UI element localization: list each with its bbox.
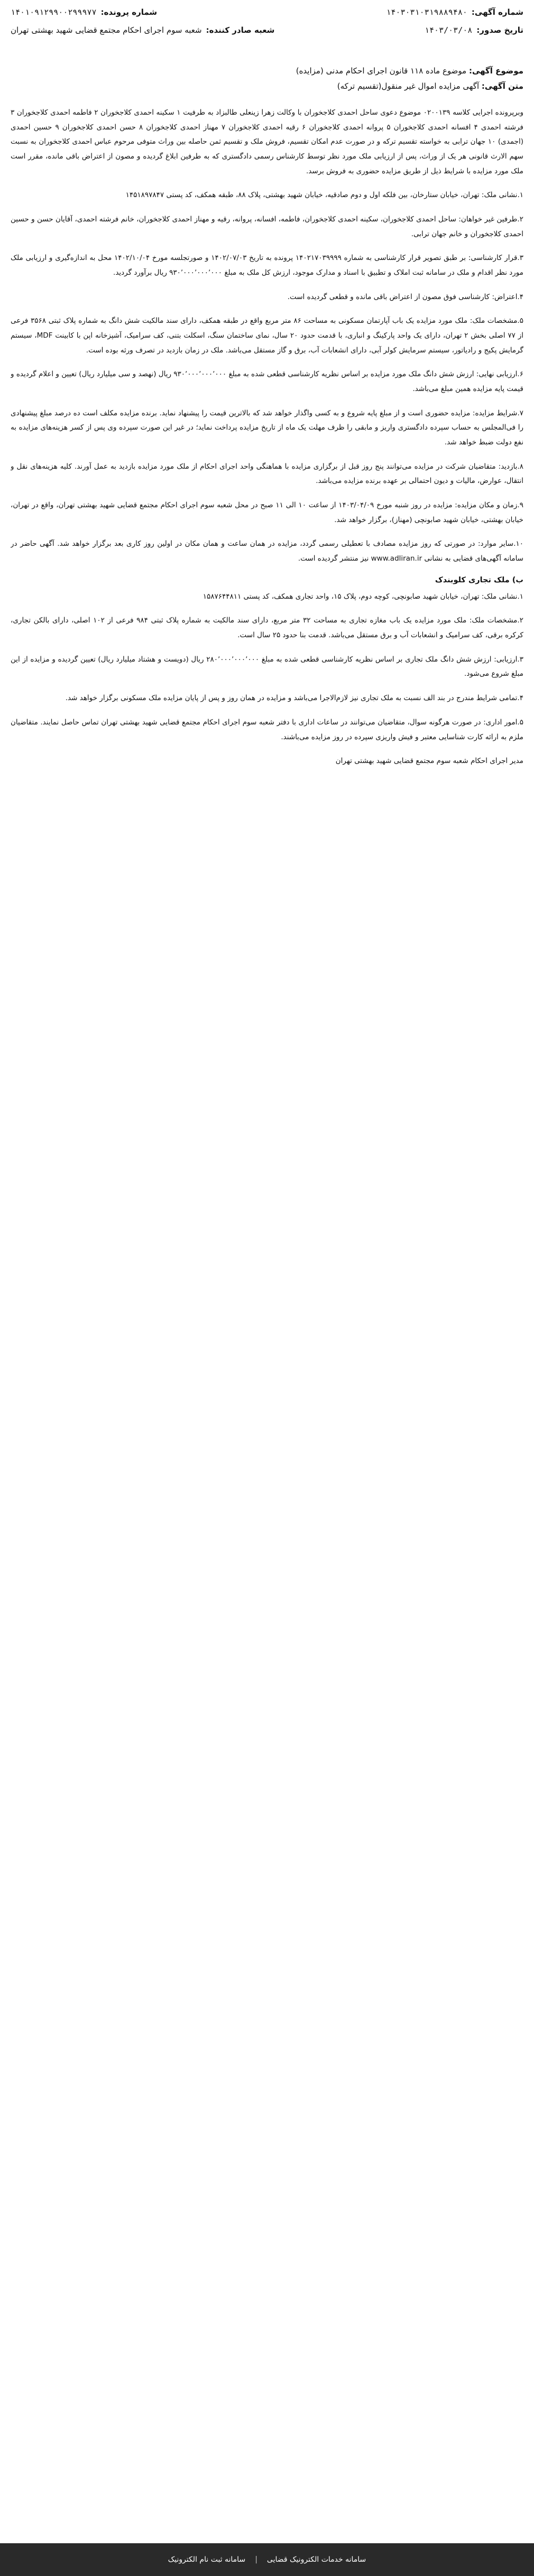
issuer-value: شعبه سوم اجرای احکام مجتمع قضایی شهید بهشتی تهران [11, 25, 202, 35]
issuer [11, 25, 274, 35]
subject-topic-value: موضوع ماده ۱۱۸ قانون اجرای احکام مدنی (مزایده) [296, 66, 467, 76]
notice-number [386, 7, 523, 17]
subject-title-value: آگهی مزایده اموال غیر منقول(تقسیم ترکه) [337, 81, 480, 91]
case-number [11, 7, 157, 17]
header [0, 4, 534, 45]
subject-title [11, 79, 523, 94]
issue-date-value: ۱۴۰۳/۰۳/۰۸ [425, 25, 473, 35]
issue-date [425, 25, 523, 35]
closing-paragraph: ۵.امور اداری: در صورت هرگونه سوال، متقاضیان می‌توانند در ساعات اداری با دفتر شعبه سوم اجرای احکام مجتمع قضایی شهید بهشتی تهران تماس حاصل نمایند. متقاضیان ملزم به ارائه کارت شناسایی معتبر و فیش واریزی سپرده در روز مزایده می‌باشند. [11, 718, 523, 741]
footer-bar [0, 2543, 534, 2576]
paragraph: ۴.اعتراض: کارشناسی فوق مصون از اعتراض باقی مانده و قطعی گردیده است. [287, 292, 523, 301]
subject-title-label: متن آگهی: [481, 81, 523, 91]
case-number-value: ۱۴۰۱۰۹۱۲۹۹۰۰۲۹۹۹۷۷ [11, 7, 97, 17]
paragraph: ۶.ارزیابی نهایی: ارزش شش دانگ ملک مورد مزایده بر اساس نظریه کارشناسی قطعی شده به مبلغ ۹۳۰٬۰۰۰٬۰۰۰٬۰۰۰ ریال (نهصد و سی میلیارد ریال) تعیین و اعلام گردیده و قیمت پایه مزایده همین مبلغ می‌باشد. [11, 370, 523, 394]
paragraph: ۵.مشخصات ملک: ملک مورد مزایده یک باب آپارتمان مسکونی به مساحت ۸۶ متر مربع واقع در طبقه همکف، دارای سند مالکیت شش دانگ به شماره پلاک ثبتی ۳۵۶۸ فرعی از ۷۷ اصلی بخش ۲ تهران، دارای یک واحد پارکینگ و انباری، با قدمت حدود ۲۰ سال، نمای ساختمان سنگ، اسکلت بتنی، کف سرامیک، آشپزخانه اپن با کابینت MDF، سیستم گرمایش پکیج و رادیاتور، سیستم سرمایش کولر آبی، دارای انشعابات آب، برق و گاز مستقل می‌باشد. ملک در زمان بازدید در تصرف ورثه بوده است. [11, 317, 523, 355]
issue-date-label: تاریخ صدور: [476, 25, 523, 35]
subject-topic-label: موضوع آگهی: [468, 66, 523, 76]
paragraph: وبرپرونده اجرایی کلاسه ۰۲۰۰۱۳۹ موضوع دعوی ساحل احمدی کلاجخوران با وکالت زهرا زینعلی طالبزاد به طرفیت ۱ سکینه احمدی کلاجخوران ۲ فاطمه احمدی کلاجخوران ۳ فرشته احمدی ۴ افسانه احمدی کلاجخوران ۵ پروانه احمدی کلاجخوران ۶ رقیه احمدی کلاجخوران ۷ مهناز احمدی کلاجخوران ۸ حسن احمدی کلاجخوران ۹ حسین احمدی (اجمدی) ۱۰ جهان ترابی به خواسته تقسیم ترکه و در صورت عدم امکان تقسیم، فروش ملک و تقسیم ثمن حاصله بین وراث متوفی مرحوم عباس احمدی کلاجخوران به نسبت سهم الارث قانونی هر یک از وراث، پس از ارزیابی ملک مورد نظر توسط کارشناس رسمی دادگستری که به طرفین ابلاغ گردیده و مصون از اعتراض باقی مانده، مقرر است ملک مورد مزایده با شرایط ذیل از طریق مزایده حضوری به فروش برسد. [11, 108, 523, 175]
section-b-paragraph: ۳.ارزیابی: ارزش شش دانگ ملک تجاری بر اساس نظریه کارشناسی قطعی شده به مبلغ ۲۸۰٬۰۰۰٬۰۰۰٬۰۰۰ ریال (دویست و هشتاد میلیارد ریال) تعیین گردیده و مزایده از این مبلغ شروع می‌شود. [11, 655, 523, 678]
signature: مدیر اجرای احکام شعبه سوم مجتمع قضایی شهید بهشتی تهران [335, 757, 523, 766]
paragraph: ۳.قرار کارشناسی: بر طبق تصویر قرار کارشناسی به شماره ۱۴۰۲۱۷۰۳۹۹۹۹ پرونده به تاریخ ۱۴۰۲/۰۷/۰۳ و صورتجلسه مورخ ۱۴۰۲/۱۰/۰۴ محل به اندازه‌گیری و ارزیابی ملک مورد نظر اقدام و ملک در سامانه ثبت املاک و تطبیق با اسناد و مدارک موجود، ارزش کل ملک به مبلغ ۹۳۰٬۰۰۰٬۰۰۰٬۰۰۰ ریال برآورد گردید. [11, 254, 523, 277]
section-b-paragraph: ۴.تمامی شرایط مندرج در بند الف نسبت به ملک تجاری نیز لازم‌الاجرا می‌باشد و مزایده در همان روز و پس از پایان مزایده ملک مسکونی برگزار خواهد شد. [65, 694, 523, 703]
footer-right-link[interactable]: سامانه ثبت نام الکترونیک [168, 2555, 246, 2564]
notice-body [11, 106, 523, 2513]
subject-topic [11, 63, 523, 79]
section-b-heading: ب) ملک تجاری کلوبندک [435, 575, 523, 584]
subject-block [11, 63, 523, 94]
paragraph: ۹.زمان و مکان مزایده: مزایده در روز شنبه مورخ ۱۴۰۳/۰۴/۰۹ از ساعت ۱۰ الی ۱۱ صبح در محل شعبه سوم اجرای احکام مجتمع قضایی شهید بهشتی تهران، واقع در تهران، خیابان بهشتی، خیابان شهید صابونچی (مهناز)، برگزار خواهد شد. [11, 501, 523, 524]
case-number-label: شماره پرونده: [100, 7, 158, 17]
header-row-2 [11, 25, 523, 35]
paragraph: ۷.شرایط مزایده: مزایده حضوری است و از مبلغ پایه شروع و به کسی واگذار خواهد شد که بالاترین قیمت را پیشنهاد نماید. برنده مزایده مکلف است ده درصد مبلغ پیشنهادی را فی‌المجلس به حساب سپرده دادگستری واریز و مابقی را ظرف مهلت یک ماه از تاریخ مزایده پرداخت نماید؛ در غیر این صورت سپرده وی پس از کسر هزینه‌های مزایده به نفع دولت ضبط خواهد شد. [11, 408, 523, 447]
paragraph: ۲.طرفین غیر خواهان: ساحل احمدی کلاجخوران، سکینه احمدی کلاجخوران، فاطمه، افسانه، پروانه، رقیه و مهناز احمدی کلاجخوران، خانم فرشته احمدی، آقایان حسن و حسین احمدی کلاجخوران و خانم جهان ترابی. [11, 215, 523, 238]
section-b-paragraph: ۱.نشانی ملک: تهران، خیابان شهید صابونچی، کوچه دوم، پلاک ۱۵، واحد تجاری همکف، کد پستی ۱۵۸۷۶۴۴۸۱۱ [202, 592, 523, 601]
paragraph: ۱.نشانی ملک: تهران، خیابان ستارخان، بین فلکه اول و دوم صادقیه، خیابان شهید بهشتی، پلاک ۸۸، طبقه همکف، کد پستی ۱۴۵۱۸۹۷۸۴۷ [125, 191, 523, 200]
header-row-1 [11, 7, 523, 17]
section-b-paragraph: ۲.مشخصات ملک: ملک مورد مزایده یک باب مغازه تجاری به مساحت ۳۲ متر مربع، دارای سند مالکیت به شماره پلاک ثبتی ۹۸۴ فرعی از ۱۰۲ اصلی، دارای بالکن تجاری، کرکره برقی، کف سرامیک و انشعابات آب و برق مستقل می‌باشد. قدمت بنا حدود ۲۵ سال است. [11, 616, 523, 640]
paragraph: ۸.بازدید: متقاضیان شرکت در مزایده می‌توانند پنج روز قبل از برگزاری مزایده با هماهنگی واحد اجرای احکام از ملک مورد مزایده بازدید به عمل آورند. کلیه هزینه‌های نقل و انتقال، عوارض، مالیات و دیون احتمالی بر عهده برنده مزایده می‌باشد. [11, 462, 523, 486]
notice-number-value: ۱۴۰۳۰۳۱۰۳۱۹۸۸۹۴۸۰ [386, 7, 467, 17]
footer-separator: | [255, 2555, 257, 2564]
notice-number-label: شماره آگهی: [471, 7, 523, 17]
issuer-label: شعبه صادر کننده: [206, 25, 275, 35]
footer-left-link[interactable]: سامانه خدمات الکترونیک قضایی [266, 2555, 366, 2564]
paragraph: ۱۰.سایر موارد: در صورتی که روز مزایده مصادف با تعطیلی رسمی گردد، مزایده در همان ساعت و همان مکان در اولین روز کاری بعد برگزار خواهد شد. آگهی حاضر در سامانه آگهی‌های قضایی به نشانی www.adliran.ir نیز منتشر گردیده است. [11, 540, 523, 563]
